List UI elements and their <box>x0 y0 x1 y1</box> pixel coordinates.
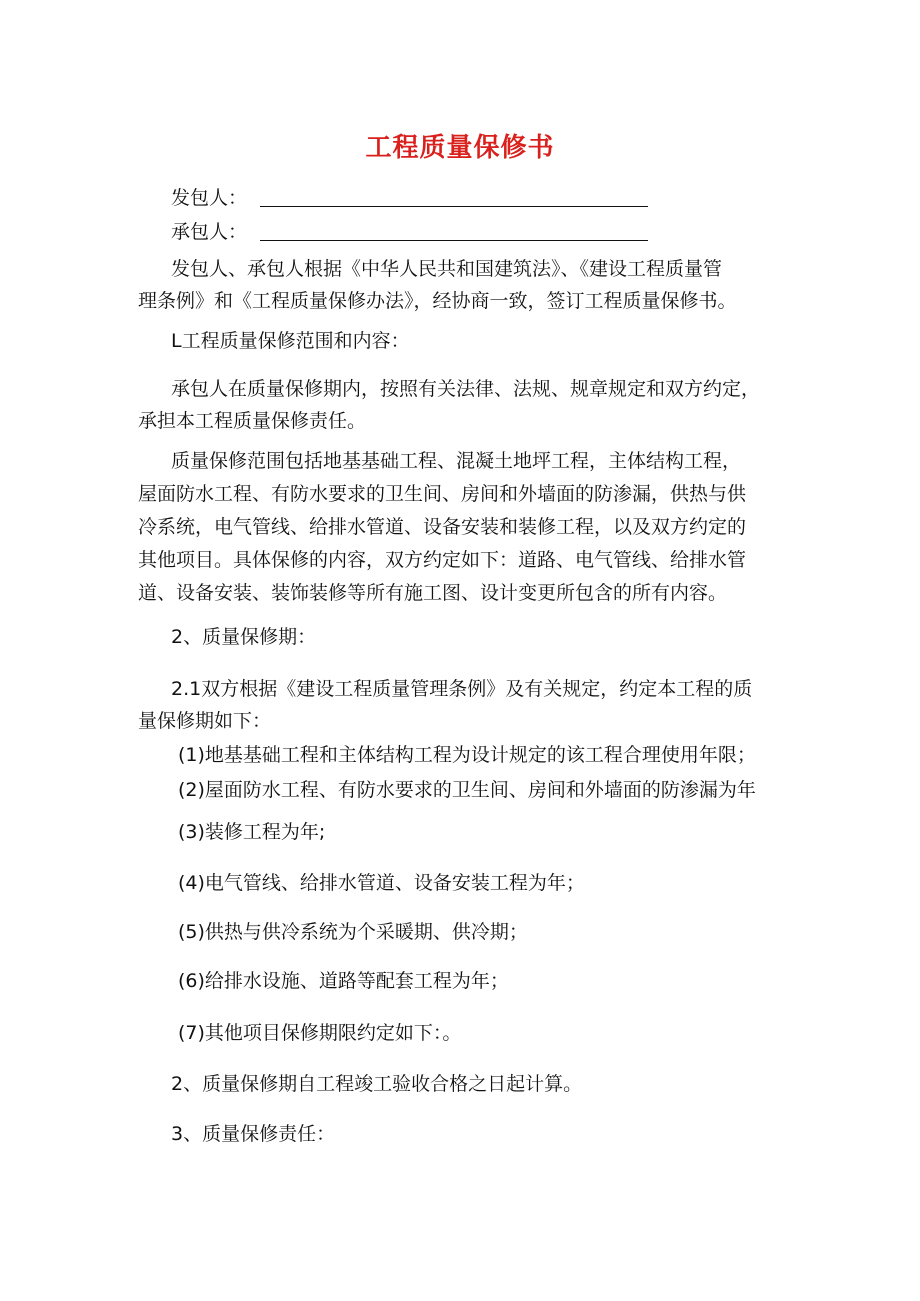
period-item: (5)供热与供冷系统为个采暖期、供冷期； <box>178 921 528 943</box>
contractor-field <box>171 219 651 245</box>
contractor-label: 承包人： <box>171 221 248 243</box>
intro-line: 发包人、承包人根据《中华人民共和国建筑法》、《建设工程质量管 <box>171 258 723 280</box>
scope-paragraph-line: 承担本工程质量保修责任。 <box>138 410 367 432</box>
intro-line: 理条例》和《工程质量保修办法》，经协商一致，签订工程质量保修书。 <box>138 290 737 312</box>
document-title: 工程质量保修书 <box>365 133 555 163</box>
scope-paragraph-line: 道、设备安装、装饰装修等所有施工图、设计变更所包含的所有内容。 <box>138 582 728 604</box>
period-start-note: 2、质量保修期自工程竣工验收合格之日起计算。 <box>171 1073 583 1095</box>
section-2-heading: 2、质量保修期： <box>171 626 317 648</box>
contractor-blank-line <box>260 240 648 241</box>
scope-paragraph-line: 质量保修范围包括地基基础工程、混凝土地坪工程，主体结构工程， <box>171 450 742 472</box>
section-3-heading: 3、质量保修责任： <box>171 1123 336 1145</box>
scope-paragraph-line: 承包人在质量保修期内，按照有关法律、法规、规章规定和双方约定， <box>171 378 761 400</box>
period-item: (2)屋面防水工程、有防水要求的卫生间、房间和外墙面的防渗漏为年 <box>178 779 756 801</box>
period-item: (4)电气管线、给排水管道、设备安装工程为年； <box>178 872 585 894</box>
scope-paragraph-line: 其他项目。具体保修的内容，双方约定如下：道路、电气管线、给排水管 <box>138 549 747 571</box>
employer-blank-line <box>260 206 648 207</box>
period-clause-line: 2.1双方根据《建设工程质量管理条例》及有关规定，约定本工程的质 <box>171 678 753 700</box>
employer-field <box>171 185 651 211</box>
period-item: (6)给排水设施、道路等配套工程为年； <box>178 970 509 992</box>
period-item: (3)装修工程为年; <box>178 821 326 843</box>
period-item: (7)其他项目保修期限约定如下：。 <box>178 1022 462 1044</box>
period-clause-line: 量保修期如下： <box>138 710 272 732</box>
period-item: (1)地基基础工程和主体结构工程为设计规定的该工程合理使用年限； <box>178 744 756 766</box>
scope-paragraph-line: 屋面防水工程、有防水要求的卫生间、房间和外墙面的防渗漏，供热与供 <box>138 483 747 505</box>
employer-label: 发包人： <box>171 187 248 209</box>
section-1-heading: L工程质量保修范围和内容： <box>171 330 410 352</box>
scope-paragraph-line: 冷系统，电气管线、给排水管道、设备安装和装修工程，以及双方约定的 <box>138 516 747 538</box>
